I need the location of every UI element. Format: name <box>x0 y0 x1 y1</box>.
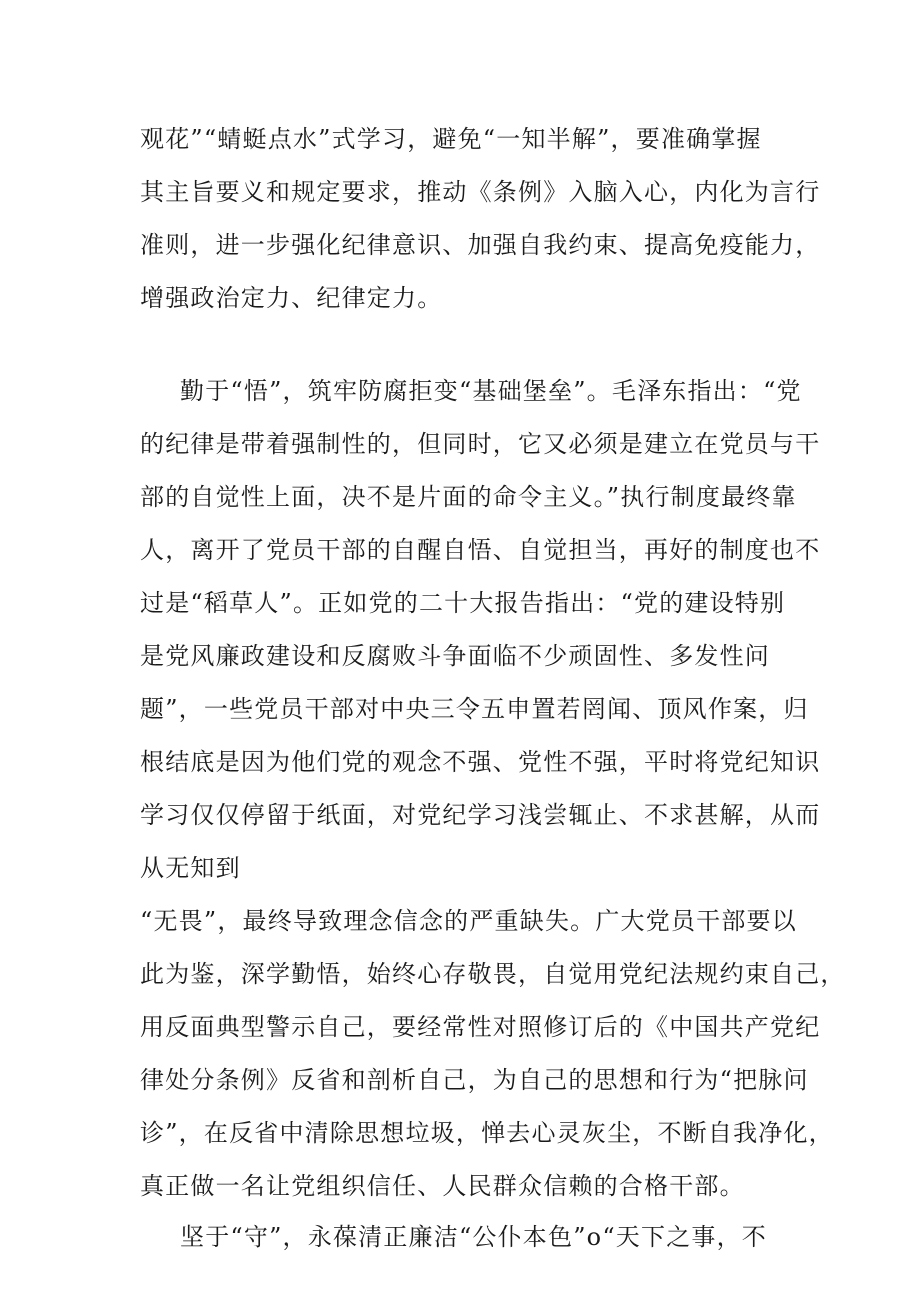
paragraph-3-line-2: 此为鉴，深学勤悟，始终心存敬畏，自觉用党纪法规约束自己， <box>140 960 846 988</box>
paragraph-3-line-4: 律处分条例》反省和剖析自己，为自己的思想和行为“把脉问 <box>140 1066 809 1094</box>
paragraph-2-line-6: 是党风廉政建设和反腐败斗争面临不少顽固性、多发性问 <box>140 642 770 670</box>
paragraph-2-line-1: 勤于“悟”，筑牢防腐拒变“基础堡垒”。毛泽东指出：“党 <box>180 377 802 405</box>
paragraph-2-line-10: 从无知到 <box>140 854 241 882</box>
paragraph-1-line-2: 其主旨要义和规定要求，推动《条例》入脑入心，内化为言行 <box>140 178 821 206</box>
paragraph-2-line-8: 根结底是因为他们党的观念不强、党性不强，平时将党纪知识 <box>140 748 821 776</box>
paragraph-1-line-3: 准则，进一步强化纪律意识、加强自我约束、提高免疫能力， <box>140 231 821 259</box>
paragraph-2-line-2: 的纪律是带着强制性的，但同时，它又必须是建立在党员与干 <box>140 430 821 458</box>
paragraph-2-line-4: 人，离开了党员干部的自醒自悟、自觉担当，再好的制度也不 <box>140 536 821 564</box>
paragraph-3-line-3: 用反面典型警示自己，要经常性对照修订后的《中国共产党纪 <box>140 1013 821 1041</box>
paragraph-2-line-5: 过是“稻草人”。正如党的二十大报告指出：“党的建设特别 <box>140 589 786 617</box>
paragraph-4-line-1: 坚于“守”，永葆清正廉洁“公仆本色”o“天下之事，不 <box>180 1223 767 1251</box>
paragraph-2-line-3: 部的自觉性上面，决不是片面的命令主义。”执行制度最终靠 <box>140 483 797 511</box>
paragraph-3-line-6: 真正做一名让党组织信任、人民群众信赖的合格干部。 <box>140 1172 745 1200</box>
paragraph-3-line-1: “无畏”，最终导致理念信念的严重缺失。广大党员干部要以 <box>140 907 797 935</box>
paragraph-3-line-5: 诊”，在反省中清除思想垃圾，惮去心灵灰尘，不断自我净化， <box>140 1119 834 1147</box>
paragraph-1-line-4: 增强政治定力、纪律定力。 <box>140 284 443 312</box>
paragraph-2-line-7: 题”，一些党员干部对中央三令五申置若罔闻、顶风作案，归 <box>140 695 809 723</box>
paragraph-1-line-1: 观花”“蜻蜓点水”式学习，避免“一知半解”，要准确掌握 <box>140 125 762 153</box>
paragraph-2-line-9: 学习仅仅停留于纸面，对党纪学习浅尝辄止、不求甚解，从而 <box>140 801 821 829</box>
